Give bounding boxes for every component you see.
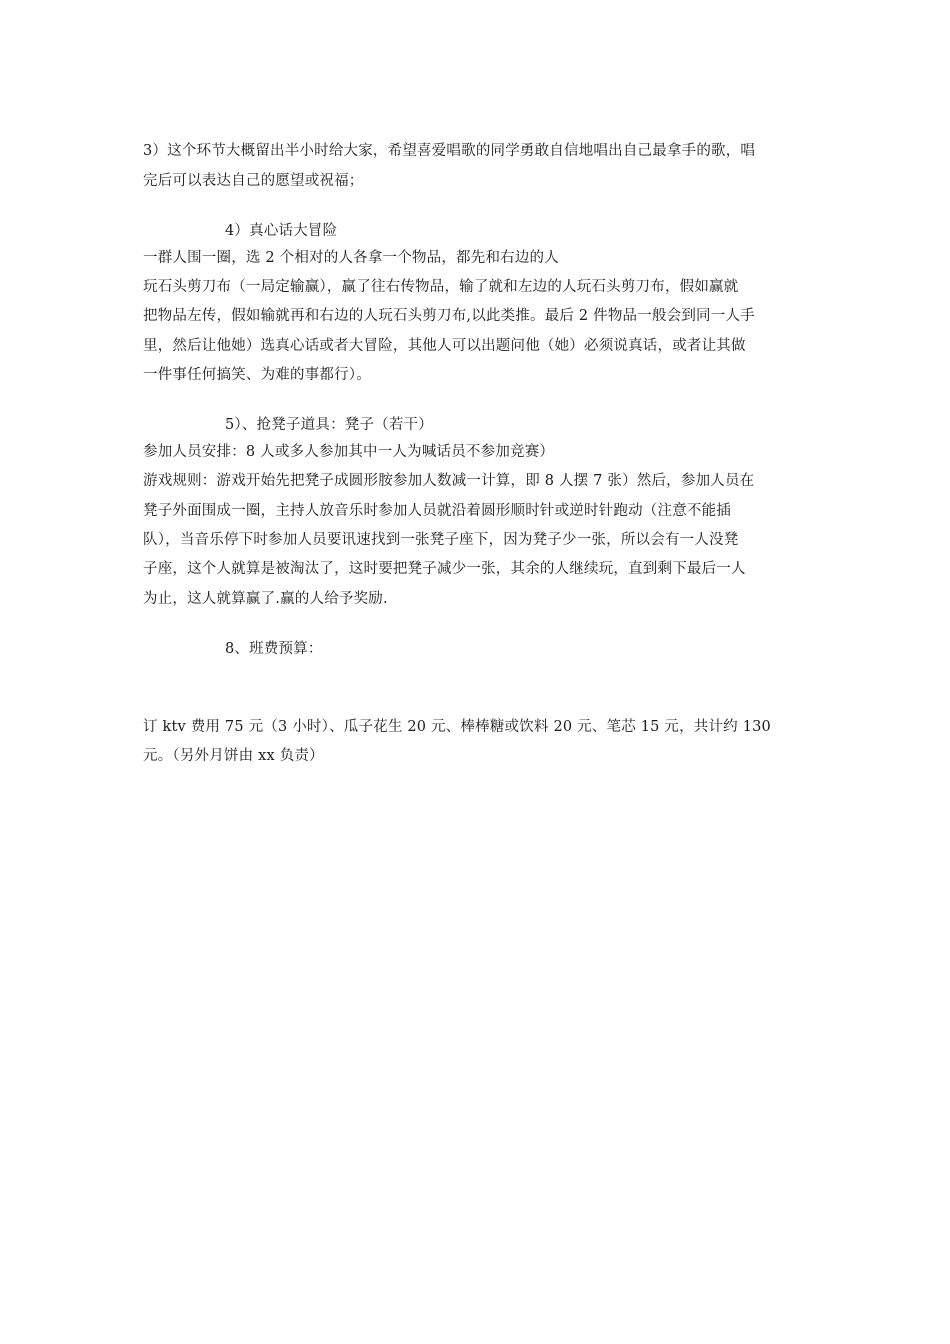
text-line: 子座，这个人就算是被淘汰了，这时要把凳子减少一张，其余的人继续玩，直到剩下最后一人 [143,561,746,577]
text-line: 完后可以表达自己的愿望或祝福； [143,173,364,189]
text-line: 游戏规则：游戏开始先把凳子成圆形胺参加人数减一计算，即 8 人摆 7 张）然后，参加人员在 [143,473,755,489]
text-line: 参加人员安排：8 人或多人参加其中一人为喊话员不参加竞赛） [143,444,555,460]
text-line: 订 ktv 费用 75 元（3 小时）、瓜子花生 20 元、棒棒糖或饮料 20 元、笔芯 15 元，共计约 130 [143,719,771,735]
section-heading: 5）、抢凳子道具：凳子（若干） [225,417,433,433]
text-line: 一群人围一圈，选 2 个相对的人各拿一个物品，都先和右边的人 [143,250,559,266]
section-heading: 8、班费预算： [225,641,323,657]
section-heading: 4）真心话大冒险 [225,223,338,239]
text-line: 凳子外面围成一圈，主持人放音乐时参加人员就沿着圆形顺时针或逆时针跑动（注意不能插 [143,503,731,519]
text-line: 玩石头剪刀布（一局定输赢），赢了往右传物品，输了就和左边的人玩石头剪刀布，假如赢就 [143,279,739,295]
text-line: 里，然后让他她）选真心话或者大冒险，其他人可以出题问他（她）必须说真话，或者让其做 [143,338,746,354]
text-line: 3）这个环节大概留出半小时给大家，希望喜爱唱歌的同学勇敢自信地唱出自己最拿手的歌，唱 [143,143,756,159]
text-line: 元。（另外月饼由 xx 负责） [143,748,324,764]
text-line: 队），当音乐停下时参加人员要讯速找到一张凳子座下，因为凳子少一张，所以会有一人没凳 [143,532,739,548]
text-line: 一件事任何搞笑、为难的事都行）。 [143,367,371,383]
text-line: 为止，这人就算赢了.赢的人给予奖励. [143,591,388,607]
text-line: 把物品左传，假如输就再和右边的人玩石头剪刀布,以此类推。最后 2 件物品一般会到同一人手 [143,308,755,324]
